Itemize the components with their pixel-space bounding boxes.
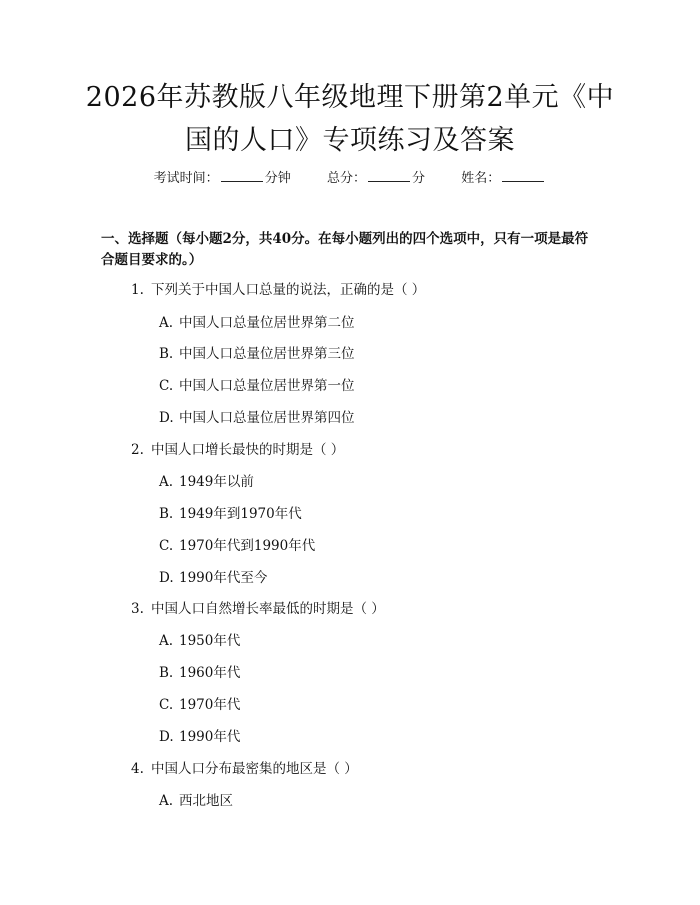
option-letter: B.	[159, 346, 174, 362]
name-label: 姓名：	[461, 171, 501, 186]
exam-meta-line	[0, 169, 700, 188]
question-text: 中国人口增长最快的时期是（ ）	[151, 442, 345, 458]
option-text: 1949年到1970年代	[179, 506, 302, 522]
option-text: 中国人口总量位居世界第三位	[179, 346, 355, 362]
option-1c[interactable]	[159, 377, 355, 395]
question-3	[131, 600, 385, 618]
option-4a[interactable]	[159, 792, 233, 810]
option-2b[interactable]	[159, 505, 302, 523]
option-3b[interactable]	[159, 664, 240, 682]
option-letter: A.	[159, 474, 174, 490]
question-number: 2.	[131, 442, 144, 458]
option-text: 西北地区	[179, 793, 233, 809]
question-4	[131, 760, 358, 778]
option-1d[interactable]	[159, 409, 355, 427]
option-3c[interactable]	[159, 696, 240, 714]
option-text: 1960年代	[179, 665, 241, 681]
question-number: 3.	[131, 601, 144, 617]
question-number: 1.	[131, 282, 144, 298]
option-letter: B.	[159, 506, 174, 522]
option-3d[interactable]	[159, 728, 240, 746]
time-unit: 分钟	[264, 171, 291, 186]
time-label: 考试时间：	[153, 171, 219, 186]
option-text: 中国人口总量位居世界第四位	[179, 410, 355, 426]
option-text: 1949年以前	[179, 474, 254, 490]
option-letter: A.	[159, 793, 174, 809]
option-text: 1970年代	[179, 697, 241, 713]
option-1b[interactable]	[159, 345, 355, 363]
option-2d[interactable]	[159, 569, 267, 587]
question-text: 下列关于中国人口总量的说法，正确的是（ ）	[151, 282, 426, 298]
time-blank[interactable]	[221, 169, 263, 182]
option-2c[interactable]	[159, 537, 315, 555]
page-title-line-2: 国的人口》专项练习及答案	[185, 125, 515, 156]
score-unit: 分	[412, 171, 426, 186]
option-letter: D.	[159, 410, 174, 426]
option-letter: D.	[159, 729, 174, 745]
question-1	[131, 281, 425, 299]
question-number: 4.	[131, 761, 144, 777]
score-field	[327, 169, 425, 188]
section-heading: 一、选择题（每小题2分，共40分。在每小题列出的四个选项中，只有一项是最符合题目要求的。）	[101, 231, 589, 268]
time-field	[154, 169, 291, 188]
option-letter: C.	[159, 697, 174, 713]
option-letter: B.	[159, 665, 174, 681]
question-text: 中国人口分布最密集的地区是（ ）	[151, 761, 358, 777]
option-text: 1950年代	[179, 633, 241, 649]
question-text: 中国人口自然增长率最低的时期是（ ）	[151, 601, 385, 617]
question-2	[131, 441, 344, 459]
name-field	[461, 169, 546, 188]
option-text: 中国人口总量位居世界第二位	[179, 315, 355, 331]
option-letter: A.	[159, 633, 174, 649]
page-title-line-1: 2026年苏教版八年级地理下册第2单元《中	[85, 82, 615, 113]
option-2a[interactable]	[159, 473, 254, 491]
option-letter: A.	[159, 315, 174, 331]
option-text: 1990年代	[179, 729, 241, 745]
score-blank[interactable]	[368, 169, 410, 182]
option-letter: C.	[159, 538, 174, 554]
name-blank[interactable]	[502, 169, 544, 182]
option-letter: D.	[159, 570, 174, 586]
option-text: 1970年代到1990年代	[179, 538, 316, 554]
option-letter: C.	[159, 378, 174, 394]
option-text: 中国人口总量位居世界第一位	[179, 378, 355, 394]
option-3a[interactable]	[159, 632, 240, 650]
option-text: 1990年代至今	[179, 570, 268, 586]
score-label: 总分：	[326, 171, 366, 186]
option-1a[interactable]	[159, 314, 355, 332]
